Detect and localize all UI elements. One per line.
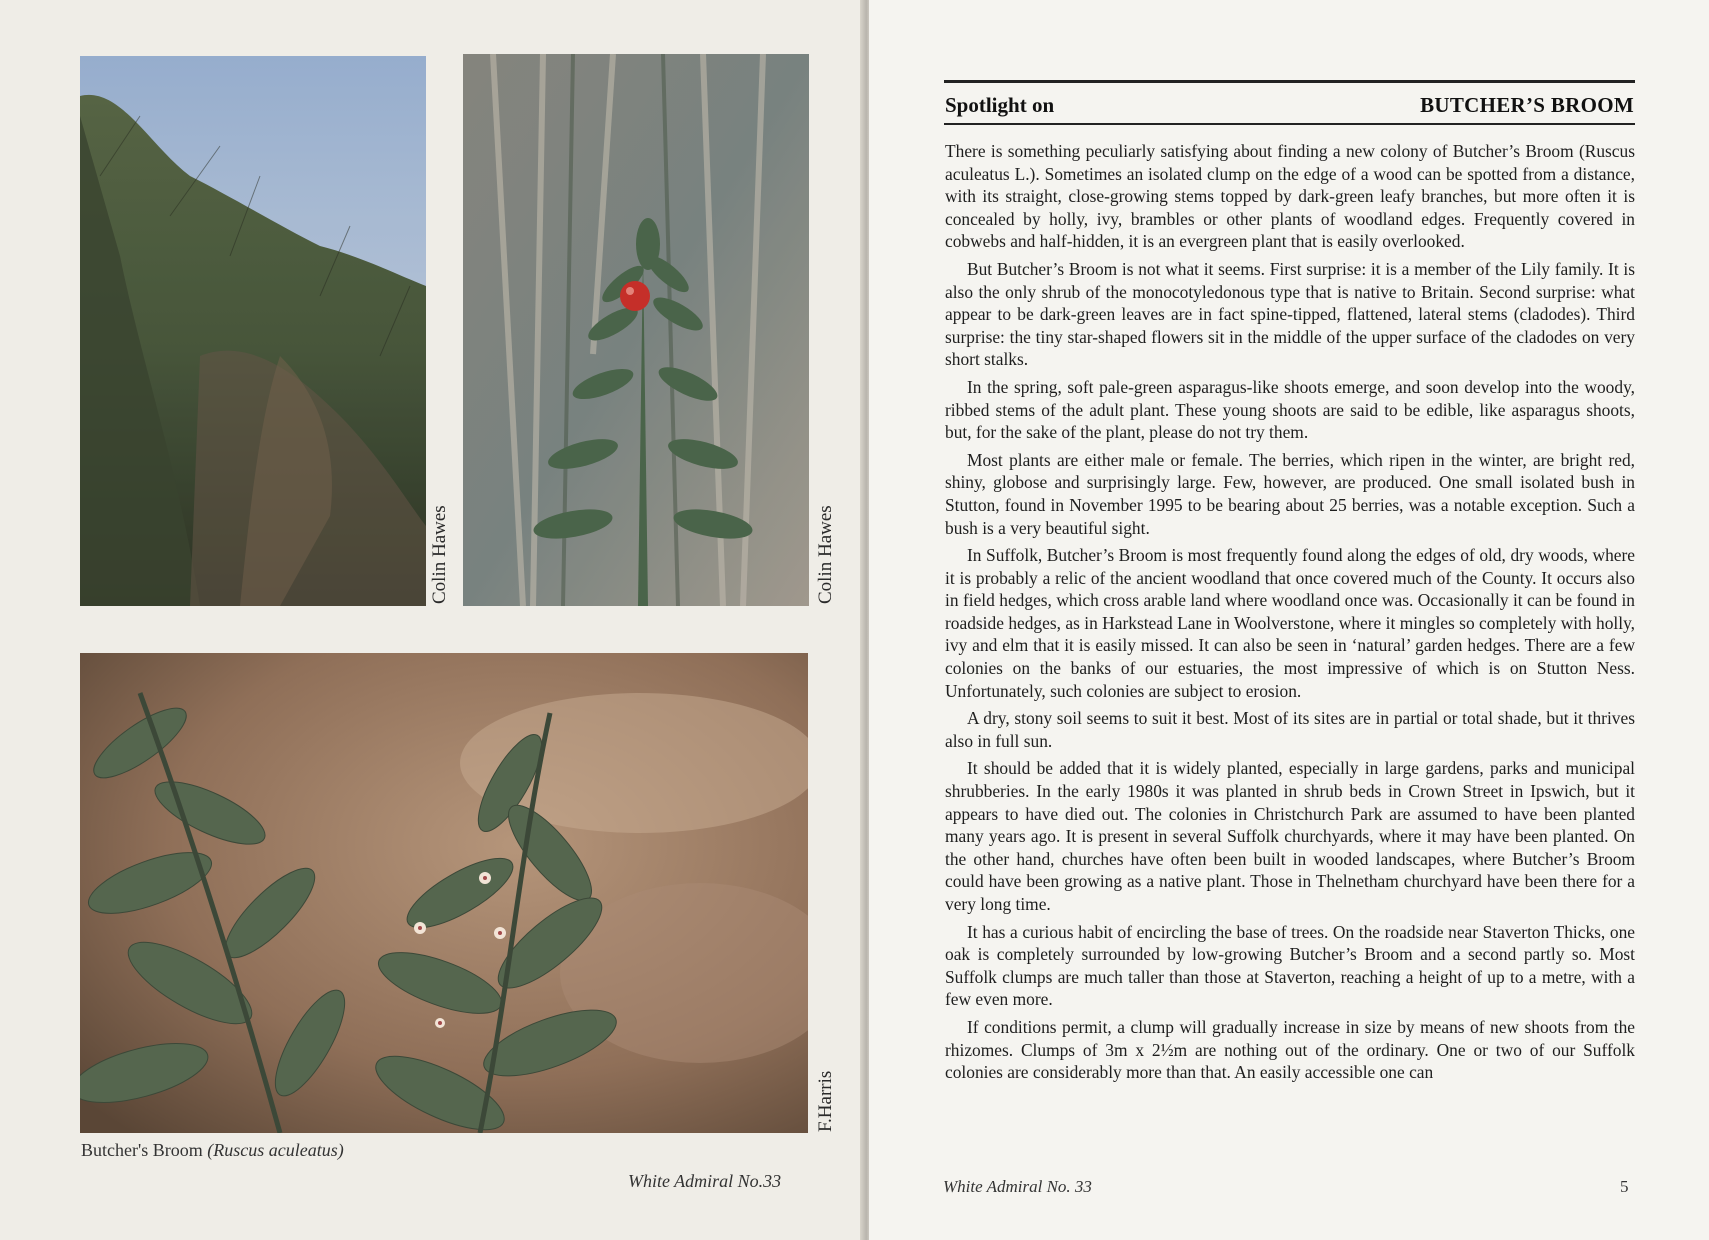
article-paragraph: Most plants are either male or female. The berries, which ripen in the winter, are bright red, shiny, globose and surprisingly large. Few, however, are produced. One small isolated bush in Stutton, found in November 1995 to be bearing about 25 berries, was a notable exception. Such a bush is a very beautiful sight. [945,449,1635,538]
caption-latin-name: (Ruscus aculeatus) [207,1140,344,1160]
heading-rule-top [944,80,1635,83]
page-number: 5 [1620,1177,1629,1196]
photo-flowering-cladodes-image [80,653,808,1133]
photo-credit: F.Harris [815,1070,836,1132]
heading-rule-bottom [944,123,1635,125]
photo-credit: Colin Hawes [815,505,836,604]
article-body [945,140,1635,1089]
article-paragraph: In the spring, soft pale-green asparagus-like shoots emerge, and soon develop into the woody, ribbed stems of the adult plant. These young shoots are said to be edible, like asparagus shoots, but, for the sake of the plant, please do not try them. [945,376,1635,443]
section-label: Spotlight on [945,93,1055,117]
photo-red-berry [463,54,809,606]
article-paragraph: It has a curious habit of encircling the base of trees. On the roadside near Staverton Thicks, one oak is completely surrounded by low-growing Butcher’s Broom and a second partly so. Most Suffolk clumps are much taller than those at Staverton, reaching a height of up to a metre, with a few even more. [945,921,1635,1010]
article-paragraph: There is something peculiarly satisfying about finding a new colony of Butcher’s Broom (Ruscus aculeatus L.). Sometimes an isolated clump on the edge of a wood can be spotted from a distance, with its straight, close-growing stems topped by dark-green leafy branches, but more often it is concealed by holly, ivy, brambles or other plants of woodland edges. Frequently covered in cobwebs and half-hidden, it is an evergreen plant that is easily overlooked. [945,141,1635,252]
photo-heath-shrubs [80,56,426,606]
photo-caption [81,1140,344,1161]
article-paragraph: A dry, stony soil seems to suit it best. Most of its sites are in partial or total shade, but it thrives also in full sun. [945,708,1635,751]
article-paragraph: But Butcher’s Broom is not what it seems. First surprise: it is a member of the Lily family. It is also the only shrub of the monocotyledonous type that is native to Britain. Second surprise: what appear to be dark-green leaves are in fact spine-tipped, flattened, lateral stems (cladodes). Third surprise: the tiny star-shaped flowers sit in the middle of the upper surface of the cladodes on very short stalks. [945,258,1635,370]
photo-flowering-cladodes [80,653,808,1133]
article-paragraph: It should be added that it is widely planted, especially in large gardens, parks and municipal shrubberies. In the early 1980s it was planted in shrub beds in Crown Street in Ipswich, but it appears to have died out. The colonies in Christchurch Park are assumed to have been planted many years ago. It is present in several Suffolk churchyards, where it may have been planted. On the other hand, churches have often been built in wooded landscapes, where Butcher’s Broom could have been growing as a native plant. Those in Thelnetham churchyard have been there for a very long time. [945,758,1635,914]
article-paragraph: If conditions permit, a clump will gradually increase in size by means of new shoots from the rhizomes. Clumps of 3m x 2½m are nothing out of the ordinary. One or two of our Suffolk colonies are considerably more than that. An easily accessible one can [945,1016,1635,1083]
photo-credit: Colin Hawes [429,505,450,604]
caption-name: Butcher's Broom [81,1140,208,1160]
photo-heath-shrubs-image [80,56,426,606]
article-title: BUTCHER’S BROOM [1420,93,1634,117]
left-page-footer: White Admiral No.33 [628,1171,782,1191]
photo-red-berry-image [463,54,809,606]
right-page-footer: White Admiral No. 33 [943,1177,1092,1196]
article-paragraph: In Suffolk, Butcher’s Broom is most frequently found along the edges of old, dry woods, where it is probably a relic of the ancient woodland that once covered much of the County. It occurs also in field hedges, which cross arable land where woodland once was. Occasionally it can be found in roadside hedges, as in Harkstead Lane in Woolverstone, where it mingles so completely with holly, ivy and elm that it is easily missed. It can also be seen in ‘natural’ garden hedges. There are a few colonies on the banks of our estuaries, the most impressive of which is on Stutton Ness. Unfortunately, such colonies are subject to erosion. [945,545,1635,701]
